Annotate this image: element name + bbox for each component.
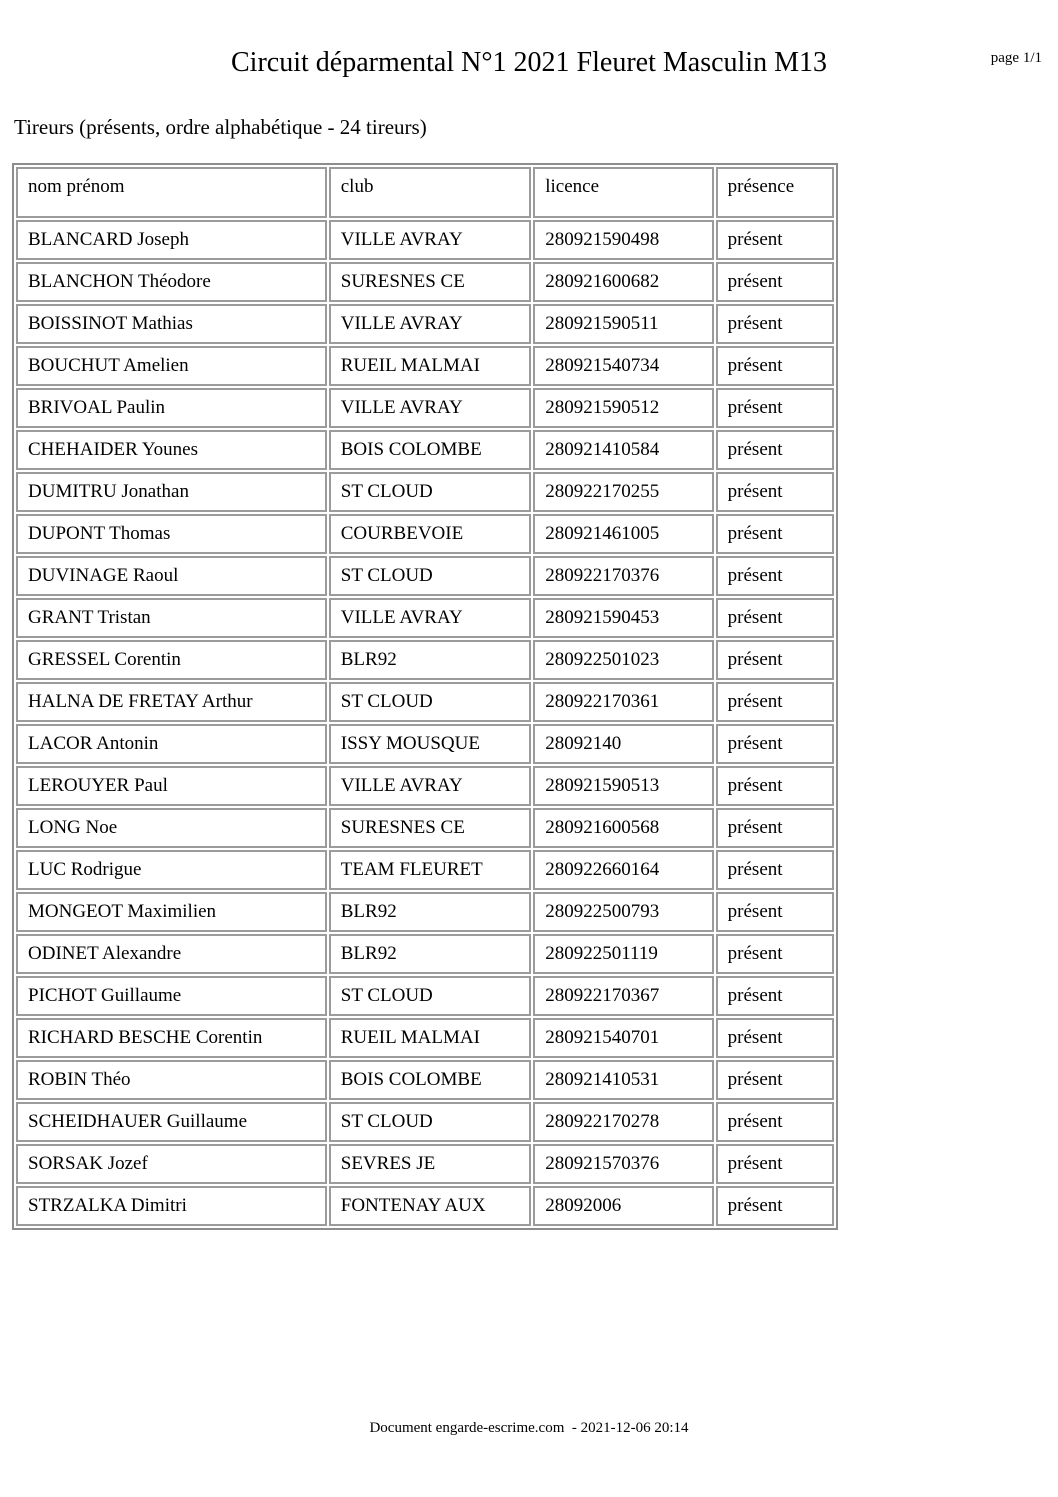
cell-licence: 280922501119: [533, 934, 713, 974]
cell-club: VILLE AVRAY: [329, 598, 531, 638]
cell-presence: présent: [716, 682, 834, 722]
cell-presence: présent: [716, 1144, 834, 1184]
table-row: [16, 808, 834, 848]
cell-club: BLR92: [329, 934, 531, 974]
cell-club: COURBEVOIE: [329, 514, 531, 554]
cell-name: CHEHAIDER Younes: [16, 430, 327, 470]
cell-presence: présent: [716, 220, 834, 260]
cell-licence: 28092006: [533, 1186, 713, 1226]
cell-name: BLANCARD Joseph: [16, 220, 327, 260]
table-row: [16, 346, 834, 386]
cell-name: SCHEIDHAUER Guillaume: [16, 1102, 327, 1142]
cell-presence: présent: [716, 1102, 834, 1142]
page-title: Circuit déparmental N°1 2021 Fleuret Masculin M13: [231, 47, 827, 78]
cell-club: BLR92: [329, 640, 531, 680]
cell-presence: présent: [716, 808, 834, 848]
cell-licence: 280921410584: [533, 430, 713, 470]
cell-club: ST CLOUD: [329, 1102, 531, 1142]
cell-club: VILLE AVRAY: [329, 304, 531, 344]
cell-name: ODINET Alexandre: [16, 934, 327, 974]
cell-club: RUEIL MALMAI: [329, 1018, 531, 1058]
cell-presence: présent: [716, 472, 834, 512]
cell-licence: 280922170367: [533, 976, 713, 1016]
cell-licence: 280921540701: [533, 1018, 713, 1058]
table-row: [16, 724, 834, 764]
cell-presence: présent: [716, 640, 834, 680]
table-row: [16, 766, 834, 806]
cell-club: BLR92: [329, 892, 531, 932]
cell-presence: présent: [716, 724, 834, 764]
cell-presence: présent: [716, 850, 834, 890]
cell-licence: 280921461005: [533, 514, 713, 554]
cell-name: DUMITRU Jonathan: [16, 472, 327, 512]
cell-name: LEROUYER Paul: [16, 766, 327, 806]
cell-licence: 28092140: [533, 724, 713, 764]
cell-name: LUC Rodrigue: [16, 850, 327, 890]
cell-licence: 280922170255: [533, 472, 713, 512]
cell-presence: présent: [716, 556, 834, 596]
cell-licence: 280921590512: [533, 388, 713, 428]
table-row: [16, 1060, 834, 1100]
cell-name: RICHARD BESCHE Corentin: [16, 1018, 327, 1058]
table-row: [16, 472, 834, 512]
page-indicator: page 1/1: [990, 50, 1042, 66]
cell-licence: 280922660164: [533, 850, 713, 890]
table-row: [16, 430, 834, 470]
cell-name: LONG Noe: [16, 808, 327, 848]
cell-name: BOUCHUT Amelien: [16, 346, 327, 386]
cell-presence: présent: [716, 892, 834, 932]
cell-name: BOISSINOT Mathias: [16, 304, 327, 344]
cell-licence: 280922170376: [533, 556, 713, 596]
table-row: [16, 1186, 834, 1226]
cell-club: SEVRES JE: [329, 1144, 531, 1184]
cell-licence: 280921590513: [533, 766, 713, 806]
cell-club: ST CLOUD: [329, 556, 531, 596]
column-header-club: club: [329, 167, 531, 218]
cell-name: MONGEOT Maximilien: [16, 892, 327, 932]
table-row: [16, 514, 834, 554]
cell-name: DUVINAGE Raoul: [16, 556, 327, 596]
cell-licence: 280922500793: [533, 892, 713, 932]
cell-club: SURESNES CE: [329, 808, 531, 848]
table-row: [16, 976, 834, 1016]
cell-name: BLANCHON Théodore: [16, 262, 327, 302]
cell-club: BOIS COLOMBE: [329, 430, 531, 470]
cell-club: ST CLOUD: [329, 472, 531, 512]
cell-presence: présent: [716, 766, 834, 806]
table-row: [16, 640, 834, 680]
cell-club: ST CLOUD: [329, 682, 531, 722]
document-header: [0, 46, 1058, 80]
cell-licence: 280922170361: [533, 682, 713, 722]
cell-presence: présent: [716, 346, 834, 386]
table-body: [16, 220, 834, 1226]
table-row: [16, 388, 834, 428]
cell-presence: présent: [716, 262, 834, 302]
cell-name: BRIVOAL Paulin: [16, 388, 327, 428]
cell-licence: 280921410531: [533, 1060, 713, 1100]
cell-licence: 280921590511: [533, 304, 713, 344]
cell-club: ISSY MOUSQUE: [329, 724, 531, 764]
cell-presence: présent: [716, 976, 834, 1016]
cell-club: RUEIL MALMAI: [329, 346, 531, 386]
section-subtitle: Tireurs (présents, ordre alphabétique - 24 tireurs): [14, 115, 427, 139]
table-row: [16, 850, 834, 890]
column-header-licence: licence: [533, 167, 713, 218]
cell-presence: présent: [716, 598, 834, 638]
cell-name: DUPONT Thomas: [16, 514, 327, 554]
document-footer: Document engarde-escrime.com - 2021-12-06 20:14: [369, 1420, 689, 1436]
table-header-row: [16, 167, 834, 218]
cell-presence: présent: [716, 1186, 834, 1226]
table-row: [16, 598, 834, 638]
cell-name: SORSAK Jozef: [16, 1144, 327, 1184]
cell-club: ST CLOUD: [329, 976, 531, 1016]
cell-club: TEAM FLEURET: [329, 850, 531, 890]
cell-licence: 280921540734: [533, 346, 713, 386]
cell-name: GRANT Tristan: [16, 598, 327, 638]
table-row: [16, 1102, 834, 1142]
cell-name: PICHOT Guillaume: [16, 976, 327, 1016]
cell-club: VILLE AVRAY: [329, 388, 531, 428]
fencers-table: [12, 163, 838, 1230]
cell-licence: 280922170278: [533, 1102, 713, 1142]
cell-club: FONTENAY AUX: [329, 1186, 531, 1226]
table-row: [16, 682, 834, 722]
cell-licence: 280921590498: [533, 220, 713, 260]
cell-licence: 280922501023: [533, 640, 713, 680]
table-row: [16, 892, 834, 932]
table-row: [16, 304, 834, 344]
table-row: [16, 220, 834, 260]
table-row: [16, 556, 834, 596]
cell-presence: présent: [716, 304, 834, 344]
cell-name: HALNA DE FRETAY Arthur: [16, 682, 327, 722]
column-header-presence: présence: [716, 167, 834, 218]
cell-presence: présent: [716, 388, 834, 428]
cell-licence: 280921600682: [533, 262, 713, 302]
cell-name: LACOR Antonin: [16, 724, 327, 764]
table-row: [16, 1018, 834, 1058]
cell-licence: 280921600568: [533, 808, 713, 848]
cell-name: GRESSEL Corentin: [16, 640, 327, 680]
table-row: [16, 934, 834, 974]
cell-licence: 280921590453: [533, 598, 713, 638]
cell-club: SURESNES CE: [329, 262, 531, 302]
cell-presence: présent: [716, 430, 834, 470]
cell-club: VILLE AVRAY: [329, 220, 531, 260]
cell-presence: présent: [716, 1060, 834, 1100]
cell-club: VILLE AVRAY: [329, 766, 531, 806]
cell-name: STRZALKA Dimitri: [16, 1186, 327, 1226]
table-row: [16, 262, 834, 302]
cell-presence: présent: [716, 514, 834, 554]
cell-licence: 280921570376: [533, 1144, 713, 1184]
cell-presence: présent: [716, 934, 834, 974]
table-header: [16, 167, 834, 218]
table-row: [16, 1144, 834, 1184]
column-header-name: nom prénom: [16, 167, 327, 218]
cell-name: ROBIN Théo: [16, 1060, 327, 1100]
cell-club: BOIS COLOMBE: [329, 1060, 531, 1100]
cell-presence: présent: [716, 1018, 834, 1058]
